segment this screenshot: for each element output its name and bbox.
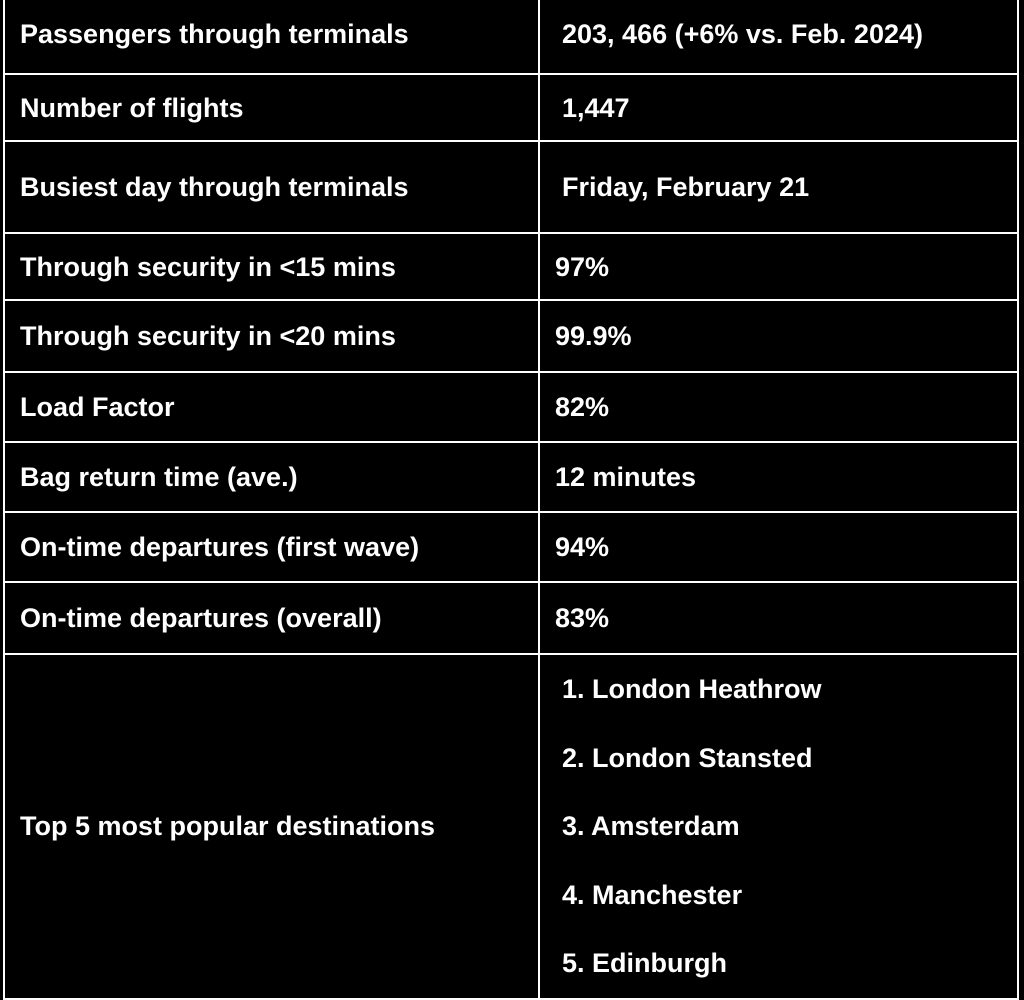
row-value: 94% [539, 512, 1018, 582]
list-item: 5. Edinburgh [562, 948, 727, 978]
table-row [4, 141, 1018, 233]
row-value: 83% [539, 582, 1018, 654]
row-value: 99.9% [539, 300, 1018, 372]
destinations-cell [539, 654, 1018, 999]
row-value: 82% [539, 372, 1018, 442]
table-row [4, 372, 1018, 442]
row-value: 1,447 [539, 74, 1018, 141]
list-item: 2. London Stansted [562, 742, 813, 773]
row-value: Friday, February 21 [539, 141, 1018, 233]
table-row [4, 74, 1018, 141]
list-item: 3. Amsterdam [562, 811, 740, 841]
table-row [4, 582, 1018, 654]
row-label: Bag return time (ave.) [4, 442, 539, 512]
row-label: On-time departures (first wave) [4, 512, 539, 582]
table-row [4, 442, 1018, 512]
destinations-list [555, 655, 1017, 998]
table-row [4, 300, 1018, 372]
destinations-label: Top 5 most popular destinations [4, 654, 539, 999]
table-row [4, 0, 1018, 74]
table-row [4, 654, 1018, 999]
row-value: 12 minutes [539, 442, 1018, 512]
row-label: On-time departures (overall) [4, 582, 539, 654]
row-value: 203, 466 (+6% vs. Feb. 2024) [539, 0, 1018, 74]
row-value: 97% [539, 233, 1018, 300]
row-label: Busiest day through terminals [4, 141, 539, 233]
table-row [4, 233, 1018, 300]
row-label: Load Factor [4, 372, 539, 442]
statistics-table [3, 0, 1019, 1000]
list-item: 4. Manchester [562, 879, 743, 910]
row-label: Number of flights [4, 74, 539, 141]
list-item: 1. London Heathrow [562, 674, 822, 704]
table-row [4, 512, 1018, 582]
row-label: Through security in <15 mins [4, 233, 539, 300]
row-label: Through security in <20 mins [4, 300, 539, 372]
row-label: Passengers through terminals [4, 0, 539, 74]
